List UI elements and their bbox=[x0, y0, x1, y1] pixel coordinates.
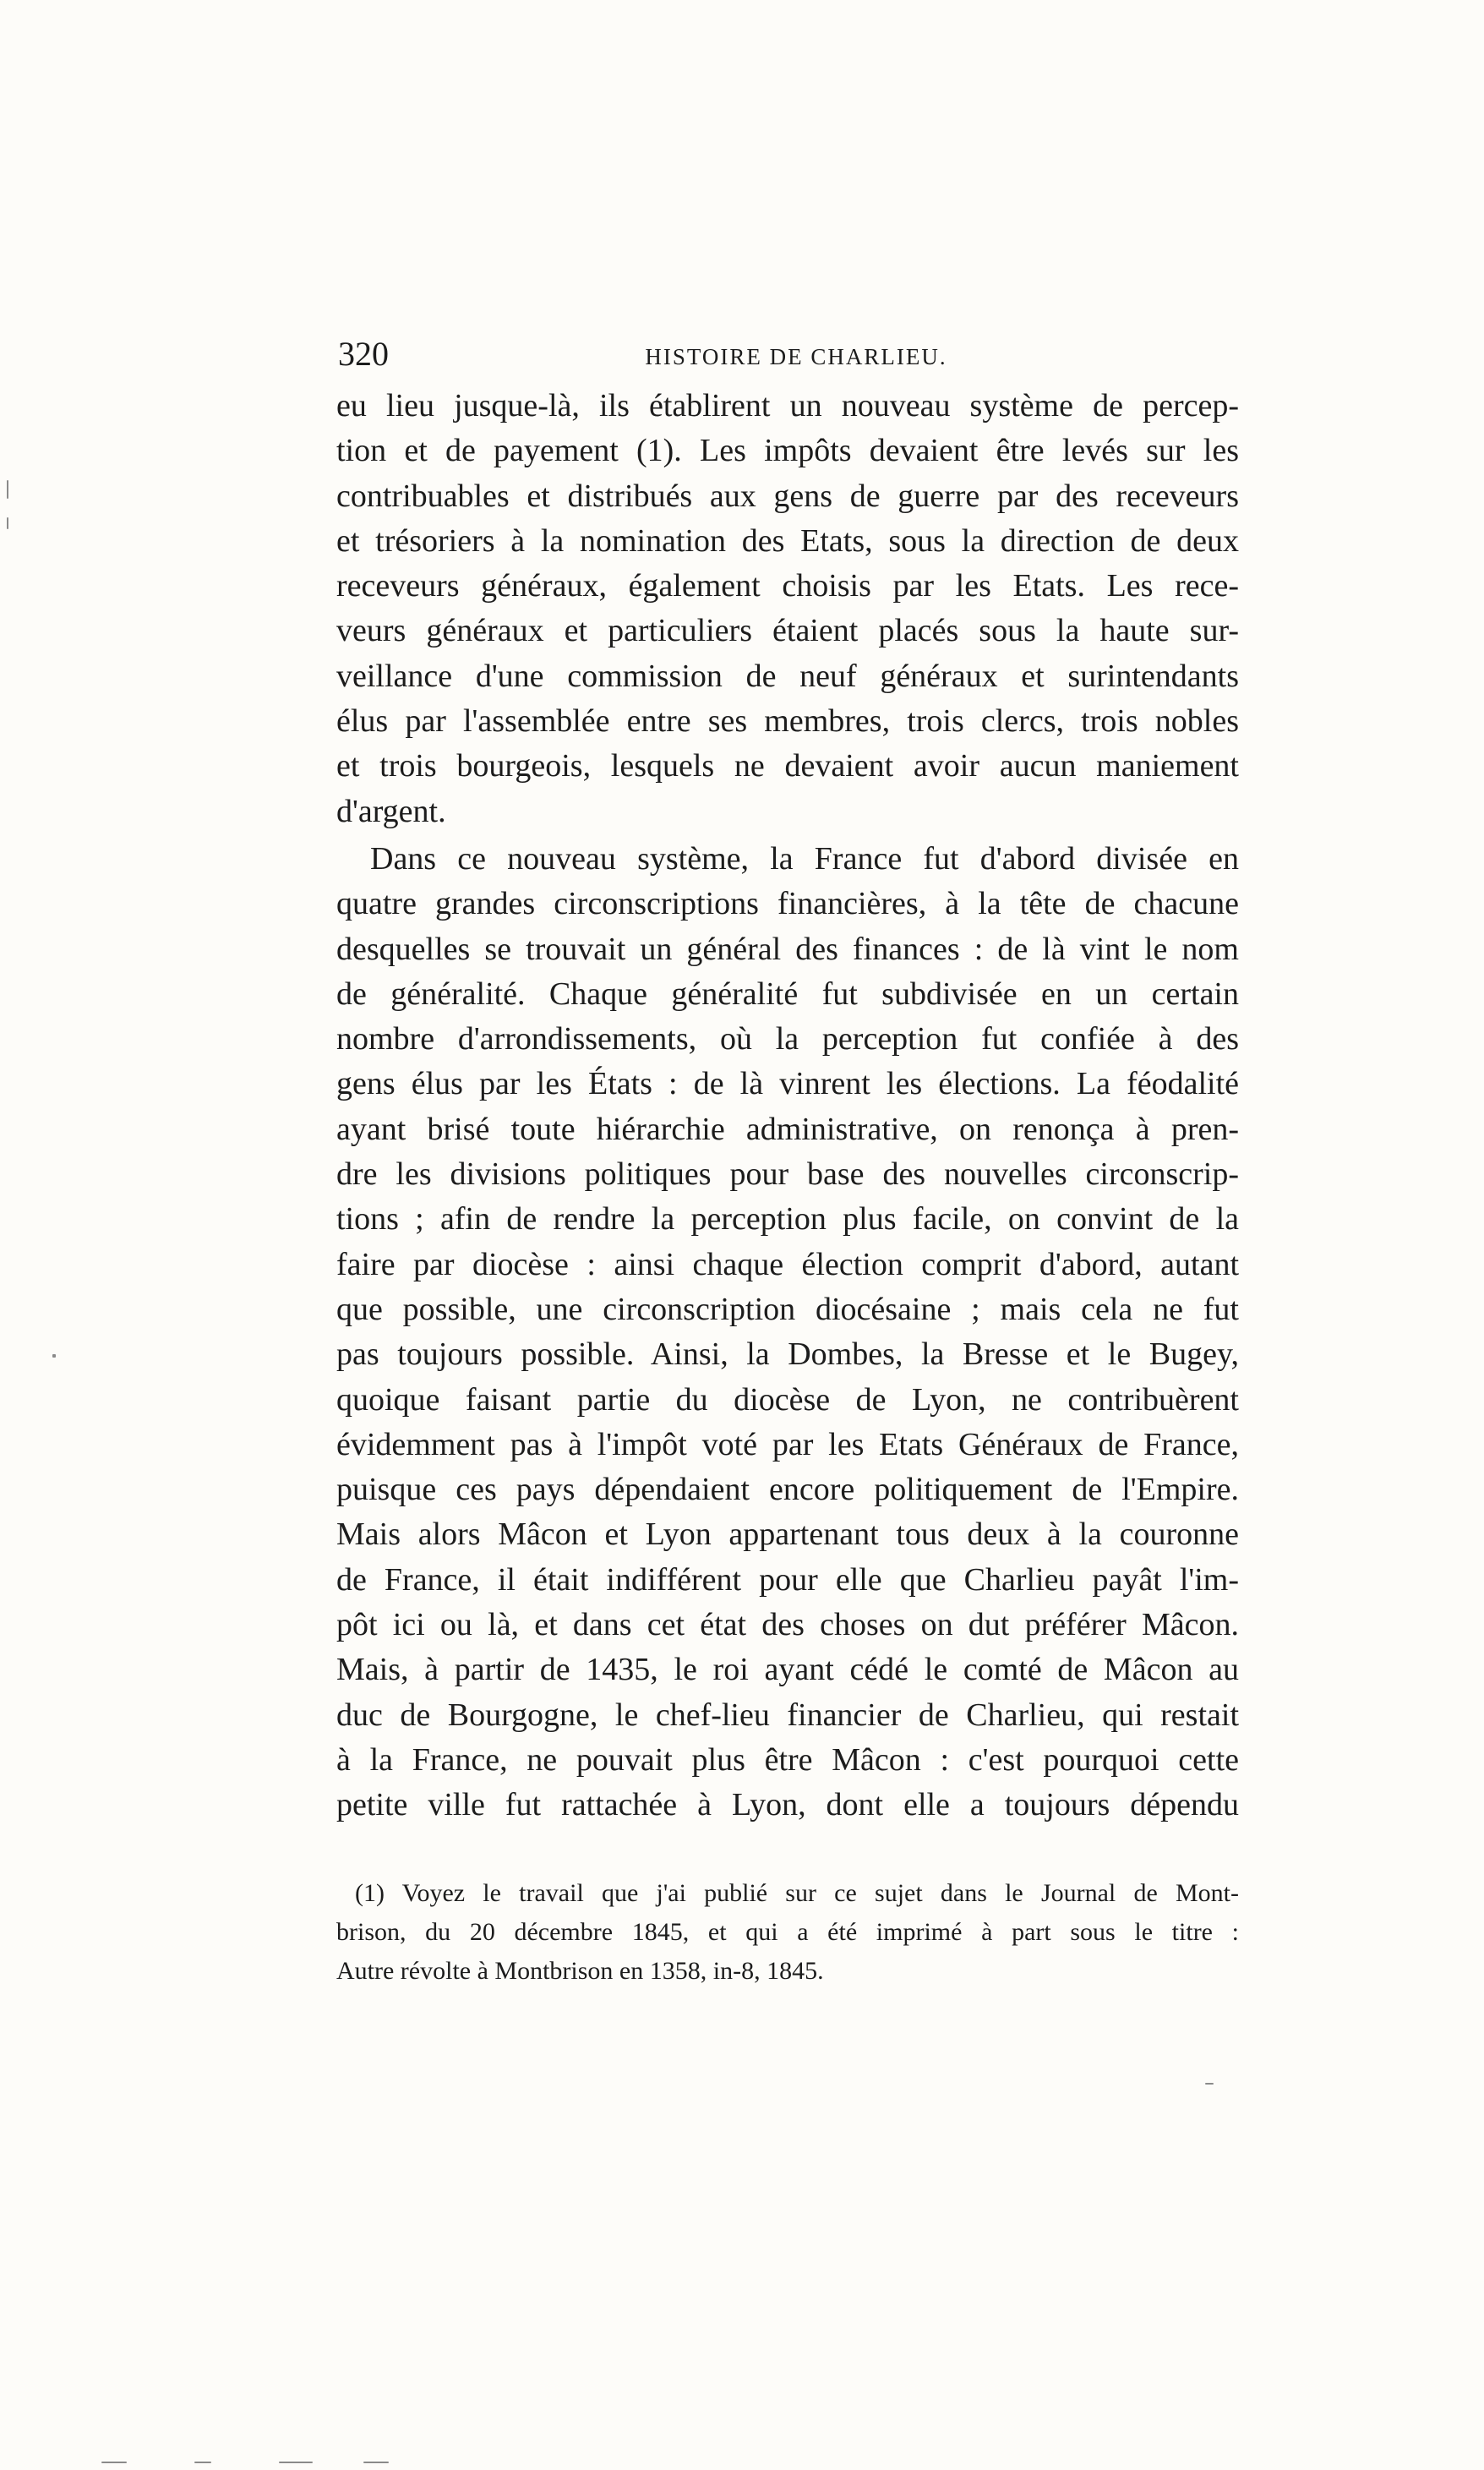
text-line: élus par l'assemblée entre ses membres, trois clercs, trois nobles bbox=[336, 703, 1239, 740]
text-line: nombre d'arrondissements, où la perception fut confiée à des bbox=[336, 1021, 1239, 1057]
text-line: pôt ici ou là, et dans cet état des choses on dut préférer Mâcon. bbox=[336, 1607, 1239, 1643]
page-number: 320 bbox=[338, 335, 389, 373]
text-line: et trésoriers à la nomination des Etats, sous la direction de deux bbox=[336, 522, 1239, 559]
text-line: duc de Bourgogne, le chef-lieu financier de Charlieu, qui restait bbox=[336, 1697, 1239, 1733]
text-line: pas toujours possible. Ainsi, la Dombes, la Bresse et le Bugey, bbox=[336, 1336, 1239, 1373]
text-line: receveurs généraux, également choisis par les Etats. Les rece- bbox=[336, 568, 1239, 604]
text-line: quoique faisant partie du diocèse de Lyon, ne contribuèrent bbox=[336, 1381, 1239, 1418]
footnote-line: (1) Voyez le travail que j'ai publié sur ce sujet dans le Journal de Mont- bbox=[355, 1878, 1239, 1907]
text-line: ayant brisé toute hiérarchie administrative, on renonça à pren- bbox=[336, 1111, 1239, 1147]
text-line: tions ; afin de rendre la perception plus facile, on convint de la bbox=[336, 1201, 1239, 1238]
footnote bbox=[336, 1874, 1239, 1991]
text-line: veillance d'une commission de neuf généraux et surintendants bbox=[336, 658, 1239, 694]
text-line: et trois bourgeois, lesquels ne devaient avoir aucun maniement bbox=[336, 748, 1239, 784]
running-head bbox=[336, 331, 1239, 384]
text-line: tion et de payement (1). Les impôts devaient être levés sur les bbox=[336, 433, 1239, 469]
text-line: dre les divisions politiques pour base des nouvelles circonscrip- bbox=[336, 1156, 1239, 1193]
text-line: quatre grandes circonscriptions financières, à la tête de chacune bbox=[336, 886, 1239, 922]
text-line: puisque ces pays dépendaient encore politiquement de l'Empire. bbox=[336, 1472, 1239, 1508]
footnote-line: brison, du 20 décembre 1845, et qui a été imprimé à part sous le titre : bbox=[336, 1917, 1239, 1946]
scan-speck bbox=[7, 517, 8, 529]
scan-speck bbox=[194, 2462, 211, 2463]
text-line: de généralité. Chaque généralité fut subdivisée en un certain bbox=[336, 975, 1239, 1012]
text-line: veurs généraux et particuliers étaient placés sous la haute sur- bbox=[336, 613, 1239, 649]
text-line: petite ville fut rattachée à Lyon, dont elle a toujours dépendu bbox=[336, 1787, 1239, 1823]
scan-speck bbox=[279, 2462, 313, 2463]
text-line: desquelles se trouvait un général des finances : de là vint le nom bbox=[336, 931, 1239, 967]
text-line: à la France, ne pouvait plus être Mâcon : c'est pourquoi cette bbox=[336, 1741, 1239, 1778]
page-content bbox=[336, 331, 1239, 1991]
paragraph bbox=[336, 837, 1239, 1828]
text-line: que possible, une circonscription diocésaine ; mais cela ne fut bbox=[336, 1291, 1239, 1327]
text-line: Mais alors Mâcon et Lyon appartenant tous deux à la couronne bbox=[336, 1516, 1239, 1553]
text-line: gens élus par les États : de là vinrent les élections. La féodalité bbox=[336, 1066, 1239, 1102]
text-line: faire par diocèse : ainsi chaque élection comprit d'abord, autant bbox=[336, 1246, 1239, 1282]
scan-speck bbox=[363, 2462, 389, 2463]
scan-speck bbox=[52, 1354, 56, 1358]
text-line: Mais, à partir de 1435, le roi ayant cédé le comté de Mâcon au bbox=[336, 1652, 1239, 1688]
paragraph bbox=[336, 384, 1239, 834]
text-line: eu lieu jusque-là, ils établirent un nouveau système de percep- bbox=[336, 388, 1239, 424]
running-title: HISTOIRE DE CHARLIEU. bbox=[645, 344, 947, 369]
scan-speck bbox=[101, 2462, 127, 2463]
text-line: d'argent. bbox=[336, 793, 446, 829]
footnote-line: Autre révolte à Montbrison en 1358, in-8, 1845. bbox=[336, 1956, 824, 1985]
scan-speck bbox=[7, 480, 8, 499]
text-line: de France, il était indifférent pour elle que Charlieu payât l'im- bbox=[336, 1561, 1239, 1598]
text-line: évidemment pas à l'impôt voté par les Etats Généraux de France, bbox=[336, 1426, 1239, 1462]
scan-speck bbox=[1205, 2083, 1214, 2085]
text-line: Dans ce nouveau système, la France fut d'abord divisée en bbox=[370, 840, 1239, 877]
text-line: contribuables et distribués aux gens de guerre par des receveurs bbox=[336, 478, 1239, 514]
